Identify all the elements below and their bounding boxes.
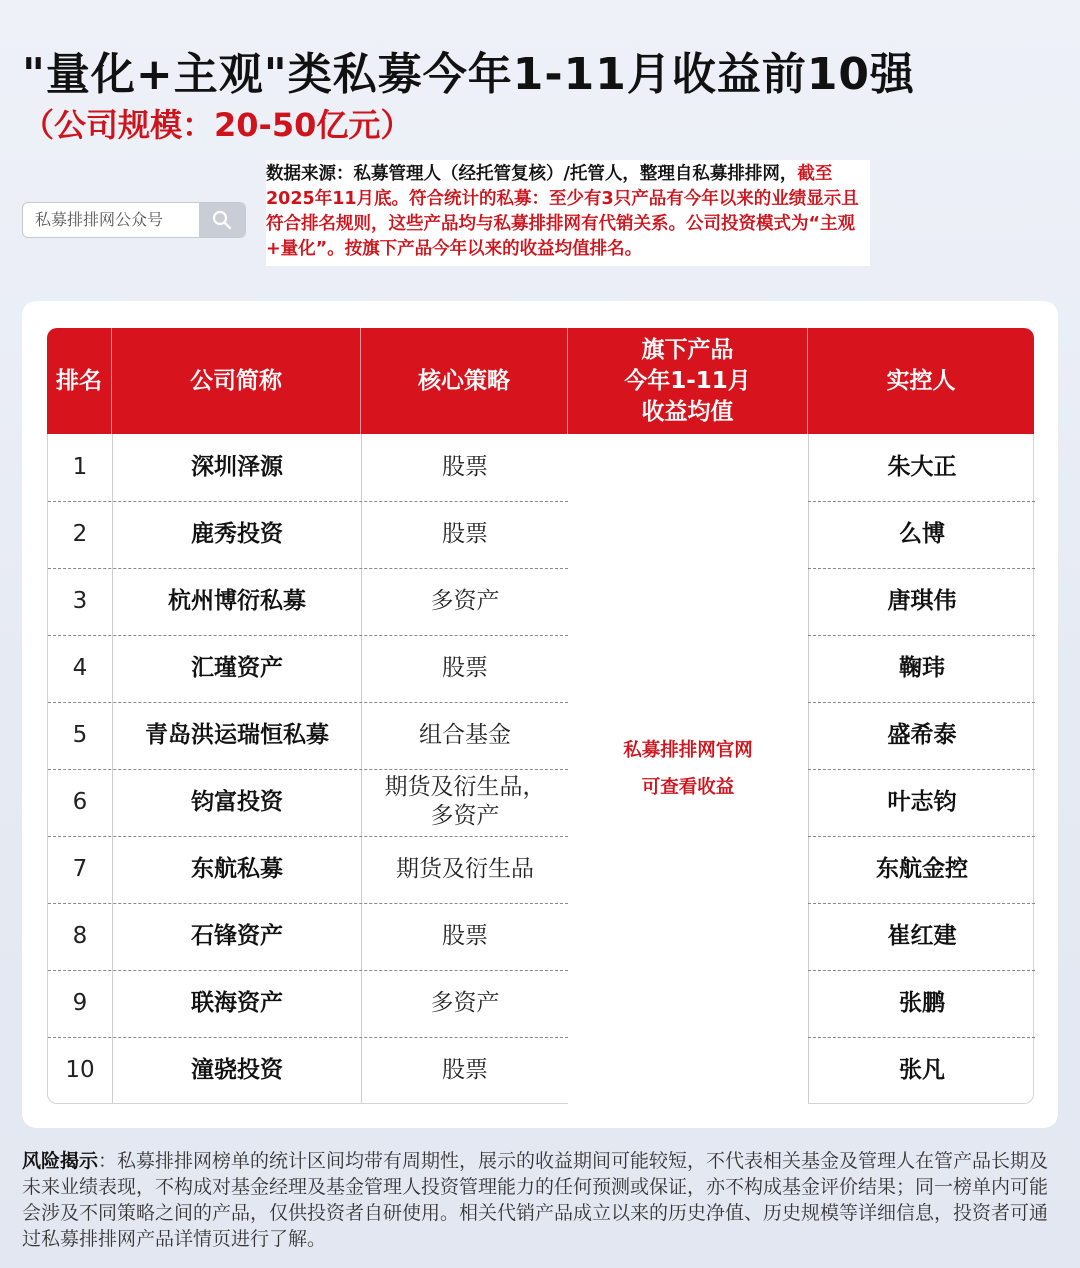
cell-company: 青岛洪运瑞恒私募	[145, 721, 329, 748]
page-title: "量化+主观"类私募今年1-11月收益前10强	[22, 49, 916, 100]
cell-company: 汇瑾资产	[191, 654, 283, 681]
table-row	[48, 903, 1035, 970]
cell-controller: 么博	[899, 520, 945, 547]
table-row	[48, 635, 1035, 702]
risk-label: 风险揭示	[22, 1150, 99, 1172]
cell-rank: 5	[72, 721, 88, 748]
cell-controller: 崔红建	[887, 922, 957, 949]
cell-strategy: 股票	[442, 453, 488, 480]
table-row	[48, 702, 1035, 769]
cell-strategy: 股票	[442, 922, 488, 949]
cell-rank: 2	[72, 520, 88, 547]
cell-rank: 10	[65, 1056, 95, 1083]
header-company: 公司简称	[190, 367, 282, 394]
cell-rank: 7	[72, 855, 88, 882]
header-strategy: 核心策略	[418, 367, 510, 394]
page-subtitle: （公司规模：20-50亿元）	[22, 106, 413, 144]
cell-rank: 8	[72, 922, 88, 949]
header-return: 旗下产品 今年1-11月 收益均值	[624, 336, 751, 425]
merged-return-cell	[568, 434, 808, 1104]
cell-strategy: 多资产	[430, 989, 500, 1016]
cell-controller: 鞠玮	[899, 654, 945, 681]
cell-strategy: 股票	[442, 1056, 488, 1083]
cell-company: 潼骁投资	[191, 1056, 283, 1083]
cell-controller: 盛希泰	[887, 721, 957, 748]
cell-company: 联海资产	[191, 989, 283, 1016]
header-rank: 排名	[56, 367, 102, 394]
cell-company: 东航私募	[191, 855, 283, 882]
note-red: 截至2025年11月底。符合统计的私募：至少有3只产品有今年以来的业绩显示且符合排名规则，这些产品均与私募排排网有代销关系。公司投资模式为“主观+量化”。按旗下产品今年以来的收益均值排名。	[266, 164, 859, 259]
cell-company: 钧富投资	[191, 788, 283, 815]
risk-disclosure	[22, 1148, 1058, 1252]
cell-company: 深圳泽源	[191, 453, 283, 480]
search-button[interactable]	[199, 203, 245, 237]
cell-strategy: 期货及衍生品	[396, 855, 534, 882]
table-row	[48, 769, 1035, 836]
cell-strategy: 多资产	[430, 587, 500, 614]
note-black: 数据来源：私募管理人（经托管复核）/托管人，整理自私募排排网，	[266, 164, 798, 184]
merged-note-line2: 可查看收益	[641, 777, 735, 798]
cell-rank: 1	[72, 453, 88, 480]
table-header	[47, 328, 1034, 434]
merged-note-line1: 私募排排网官网	[623, 740, 753, 761]
cell-controller: 张鹏	[899, 989, 945, 1016]
cell-rank: 6	[72, 788, 88, 815]
table-row	[48, 434, 1035, 501]
cell-controller: 东航金控	[876, 855, 968, 882]
cell-rank: 9	[72, 989, 88, 1016]
cell-company: 杭州博衍私募	[168, 587, 306, 614]
cell-rank: 4	[72, 654, 88, 681]
table-row	[48, 970, 1035, 1037]
risk-text: ：私募排排网榜单的统计区间均带有周期性，展示的收益期间可能较短，不代表相关基金及管理人在管产品长期及未来业绩表现，不构成对基金经理及基金管理人投资管理能力的任何预测或保证，亦不构成基金评价结果；同一榜单内可能会涉及不同策略之间的产品，仅供投资者自研使用。相关代销产品成立以来的历史净值、历史规模等详细信息，投资者可通过私募排排网产品详情页进行了解。	[22, 1150, 1049, 1250]
cell-strategy: 股票	[442, 654, 488, 681]
search-box[interactable]	[22, 202, 246, 238]
table-body	[47, 434, 1034, 1104]
table-row	[48, 568, 1035, 635]
cell-strategy: 期货及衍生品， 多资产	[384, 774, 546, 829]
search-text: 私募排排网公众号	[35, 210, 164, 229]
table-row	[48, 1037, 1035, 1104]
cell-company: 石锋资产	[191, 922, 283, 949]
cell-controller: 张凡	[899, 1056, 945, 1083]
cell-rank: 3	[72, 587, 88, 614]
search-icon	[212, 210, 232, 230]
table-row	[48, 836, 1035, 903]
cell-controller: 朱大正	[887, 453, 957, 480]
data-source-note	[266, 160, 870, 266]
cell-strategy: 组合基金	[419, 721, 511, 748]
cell-strategy: 股票	[442, 520, 488, 547]
table-row	[48, 501, 1035, 568]
cell-controller: 唐琪伟	[887, 587, 957, 614]
header-controller: 实控人	[886, 367, 956, 394]
cell-controller: 叶志钧	[887, 788, 957, 815]
cell-company: 鹿秀投资	[191, 520, 283, 547]
